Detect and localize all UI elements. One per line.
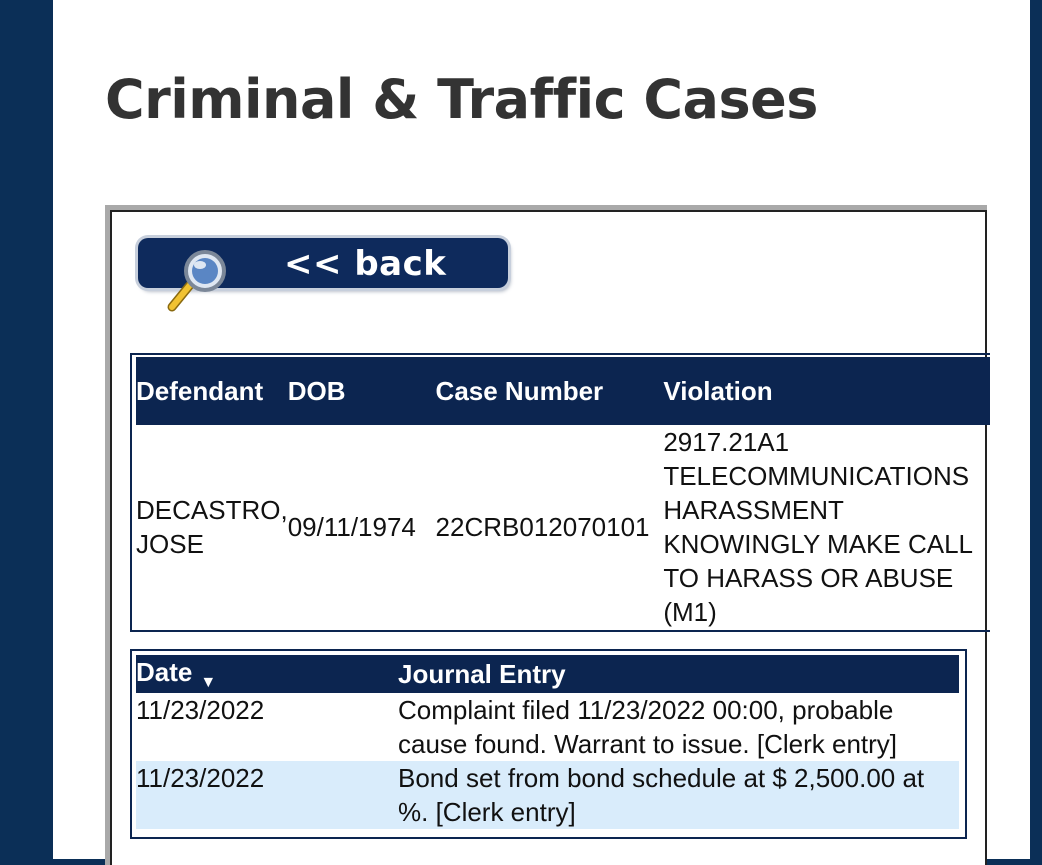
- defendant-cell: DECASTRO, JOSE: [136, 495, 288, 559]
- case-table-row[interactable]: [136, 425, 990, 629]
- page-content: [53, 0, 1030, 859]
- back-button[interactable]: [133, 234, 513, 314]
- journal-date-cell: 11/23/2022: [136, 761, 398, 829]
- column-header-date[interactable]: [136, 655, 398, 693]
- column-header-case-number: Case Number: [436, 357, 664, 425]
- journal-table: [136, 655, 959, 829]
- violation-cell: 2917.21A1 TELECOMMUNICATIONS HARASSMENT KNOWINGLY MAKE CALL TO HARASS OR ABUSE (M1): [663, 427, 973, 627]
- journal-row: [136, 693, 959, 761]
- dob-cell: 09/11/1974: [287, 512, 416, 542]
- journal-table-header-row: [136, 655, 959, 693]
- journal-entry-cell: Bond set from bond schedule at $ 2,500.00 at %. [Clerk entry]: [398, 761, 959, 829]
- column-header-journal-entry: Journal Entry: [398, 655, 959, 693]
- page-title: Criminal & Traffic Cases: [105, 68, 818, 131]
- sort-descending-icon[interactable]: ▼: [200, 673, 217, 691]
- column-header-defendant: Defendant: [136, 357, 288, 425]
- journal-date-cell: 11/23/2022: [136, 695, 265, 725]
- column-header-date-label: Date: [136, 656, 193, 687]
- case-table-header-row: [136, 357, 990, 425]
- journal-entry-cell: Complaint filed 11/23/2022 00:00, probable cause found. Warrant to issue. [Clerk entry]: [398, 695, 898, 759]
- case-table-container: [130, 353, 990, 632]
- column-header-dob: DOB: [288, 357, 436, 425]
- case-table: [136, 357, 990, 629]
- journal-row: [136, 761, 959, 829]
- journal-table-container: [130, 649, 967, 839]
- column-header-violation: Violation: [663, 357, 990, 425]
- case-detail-frame-border: [110, 210, 987, 865]
- case-number-cell: 22CRB012070101: [435, 512, 650, 542]
- case-detail-frame: [105, 205, 987, 865]
- magnifier-icon: [160, 247, 240, 317]
- back-button-label: << back: [284, 244, 447, 284]
